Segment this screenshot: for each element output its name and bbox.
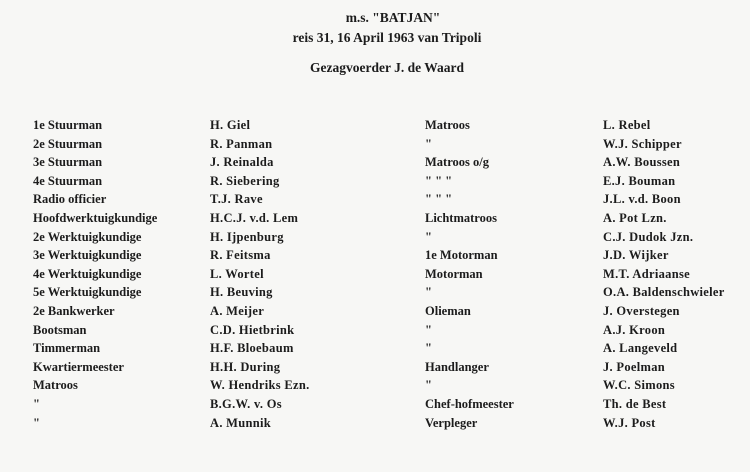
crew-rank: 1e Motorman: [425, 248, 498, 263]
crew-name: H.H. During: [210, 359, 281, 374]
crew-rank: Bootsman: [33, 322, 87, 337]
crew-rank: ": [425, 341, 432, 356]
crew-rank: Timmerman: [33, 341, 101, 356]
crew-rank: Chef-hofmeester: [425, 396, 514, 411]
crew-name: J. Poelman: [603, 359, 666, 374]
crew-name: B.G.W. v. Os: [210, 396, 282, 411]
crew-rank: Matroos o/g: [425, 155, 489, 170]
crew-rank: 2e Stuurman: [33, 136, 103, 151]
crew-rank: Handlanger: [425, 359, 489, 374]
crew-name: H.F. Bloebaum: [210, 341, 294, 356]
crew-name: W.C. Simons: [603, 378, 675, 393]
crew-name: W. Hendriks Ezn.: [210, 378, 310, 393]
crew-rank: Olieman: [425, 303, 471, 318]
crew-name: J.D. Wijker: [603, 248, 669, 263]
crew-name: R. Panman: [210, 136, 273, 151]
crew-name: C.J. Dudok Jzn.: [603, 229, 694, 244]
crew-name: R. Siebering: [210, 173, 280, 188]
crew-name: H. Beuving: [210, 285, 273, 300]
crew-name: A.J. Kroon: [603, 322, 666, 337]
crew-name: C.D. Hietbrink: [210, 322, 295, 337]
crew-name: M.T. Adriaanse: [603, 266, 690, 281]
voyage-line: reis 31, 16 April 1963 van Tripoli: [292, 30, 482, 45]
crew-name: A. Munnik: [210, 415, 272, 430]
crew-name: L. Rebel: [603, 118, 651, 132]
crew-rank: Motorman: [425, 266, 483, 281]
crew-rank: ": [425, 285, 432, 300]
left-rank-column: [33, 116, 203, 432]
crew-name: H.C.J. v.d. Lem: [210, 210, 299, 225]
crew-rank: 3e Stuurman: [33, 155, 103, 170]
crew-rank: " " ": [425, 173, 453, 188]
right-name-column: [603, 116, 750, 432]
ship-name: m.s. "BATJAN": [345, 10, 441, 25]
crew-rank: 4e Werktuigkundige: [33, 266, 142, 281]
crew-rank: 2e Bankwerker: [33, 303, 115, 318]
crew-rank: 3e Werktuigkundige: [33, 248, 142, 263]
crew-name: W.J. Schipper: [603, 136, 682, 151]
crew-rank: ": [33, 415, 40, 430]
crew-name: H. Ijpenburg: [210, 229, 284, 244]
crew-rank: ": [425, 136, 432, 151]
crew-rank: ": [33, 396, 40, 411]
crew-rank: Hoofdwerktuigkundige: [33, 210, 158, 225]
crew-rank: Radio officier: [33, 192, 107, 207]
crew-name: H. Giel: [210, 118, 251, 132]
crew-name: W.J. Post: [603, 415, 656, 430]
crew-rank: Verpleger: [425, 415, 478, 430]
crew-rank: " " ": [425, 192, 453, 207]
crew-rank: 2e Werktuigkundige: [33, 229, 142, 244]
crew-rank: 5e Werktuigkundige: [33, 285, 142, 300]
crew-rank: ": [425, 322, 432, 337]
crew-rank: Lichtmatroos: [425, 210, 497, 225]
crew-name: A. Meijer: [210, 303, 265, 318]
crew-name: J. Reinalda: [210, 155, 274, 170]
crew-rank: ": [425, 378, 432, 393]
crew-rank: 4e Stuurman: [33, 173, 103, 188]
crew-rank: ": [425, 229, 432, 244]
crew-name: A.W. Boussen: [603, 155, 681, 170]
crew-name: R. Feitsma: [210, 248, 271, 263]
crew-rank: Matroos: [33, 378, 78, 393]
crew-name: E.J. Bouman: [603, 173, 676, 188]
crew-rank: Matroos: [425, 118, 470, 132]
left-name-column: [210, 116, 410, 432]
crew-rank: Kwartiermeester: [33, 359, 124, 374]
crew-name: A. Langeveld: [603, 341, 678, 356]
right-rank-column: [425, 116, 585, 432]
crew-name: A. Pot Lzn.: [603, 210, 667, 225]
captain-line: Gezagvoerder J. de Waard: [310, 60, 464, 75]
crew-name: J.L. v.d. Boon: [603, 192, 681, 207]
crew-rank: 1e Stuurman: [33, 118, 103, 132]
crew-name: J. Overstegen: [603, 303, 680, 318]
crew-name: T.J. Rave: [210, 192, 263, 207]
crew-name: O.A. Baldenschwieler: [603, 285, 725, 300]
crew-name: Th. de Best: [603, 396, 667, 411]
crew-name: L. Wortel: [210, 266, 264, 281]
